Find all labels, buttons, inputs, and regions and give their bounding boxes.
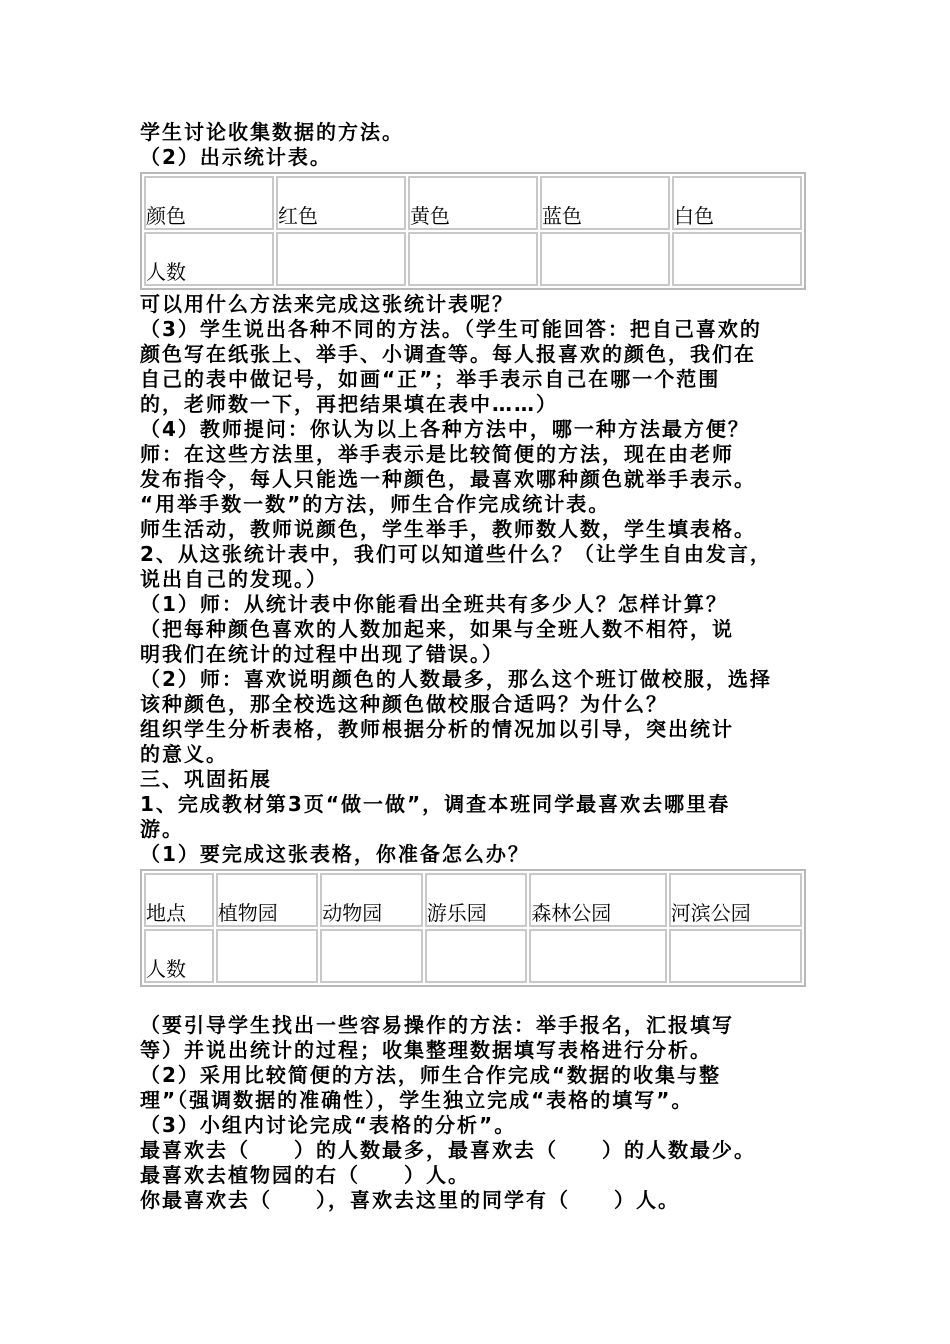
text-block-a	[140, 120, 810, 170]
text-line: 师：在这些方法里，举手表示是比较简便的方法，现在由老师	[140, 442, 734, 466]
text-line: 说出自己的发现。）	[140, 567, 328, 591]
table-cell-empty[interactable]	[669, 929, 802, 983]
text-line: 颜色写在纸张上、举手、小调查等。每人报喜欢的颜色，我们在	[140, 342, 756, 366]
table-row	[144, 176, 802, 230]
table-cell-empty[interactable]	[540, 232, 670, 286]
text-line: （3）小组内讨论完成“表格的分析”。	[140, 1113, 517, 1137]
text-line: 明我们在统计的过程中出现了错误。）	[140, 642, 504, 666]
text-line: 1、完成教材第3页“做一做”，调查本班同学最喜欢去哪里春	[140, 792, 731, 816]
text-line: （2）采用比较简便的方法，师生合作完成“数据的收集与整	[140, 1063, 722, 1087]
table-header-cell: 植物园	[216, 873, 319, 927]
text-line: 该种颜色，那全校选这种颜色做校服合适吗？为什么？	[140, 692, 668, 716]
table-cell-empty[interactable]	[672, 232, 802, 286]
table-header-cell: 黄色	[408, 176, 538, 230]
text-line: （1）师：从统计表中你能看出全班共有多少人？怎样计算？	[140, 592, 728, 616]
text-line: 的，老师数一下，再把结果填在表中……）	[140, 392, 558, 416]
section-heading: 三、巩固拓展	[140, 767, 272, 791]
table-cell-empty[interactable]	[425, 929, 528, 983]
table-cell-empty[interactable]	[408, 232, 538, 286]
text-line: （4）教师提问：你认为以上各种方法中，哪一种方法最方便？	[140, 417, 750, 441]
spacer	[140, 989, 810, 1013]
text-line: 的意义。	[140, 742, 228, 766]
text-line: 发布指令，每人只能选一种颜色，最喜欢哪种颜色就举手表示。	[140, 467, 756, 491]
table-row	[144, 873, 802, 927]
table-cell-empty[interactable]	[320, 929, 423, 983]
color-stats-table	[140, 172, 806, 290]
text-line: 等）并说出统计的过程；收集整理数据填写表格进行分析。	[140, 1038, 712, 1062]
table-row	[144, 929, 802, 983]
table-header-cell: 地点	[144, 873, 214, 927]
table-row-label: 人数	[144, 929, 214, 983]
table-header-cell: 森林公园	[529, 873, 666, 927]
text-line: 学生讨论收集数据的方法。	[140, 120, 404, 144]
text-line: 自己的表中做记号，如画“正”；举手表示自己在哪一个范围	[140, 367, 721, 391]
text-line: （要引导学生找出一些容易操作的方法：举手报名，汇报填写	[140, 1013, 734, 1037]
text-line: （把每种颜色喜欢的人数加起来，如果与全班人数不相符，说	[140, 617, 734, 641]
text-block-c	[140, 1013, 810, 1213]
document-page	[140, 120, 810, 1213]
text-line: 组织学生分析表格，教师根据分析的情况加以引导，突出统计	[140, 717, 734, 741]
table-header-cell: 河滨公园	[669, 873, 802, 927]
text-line: （1）要完成这张表格，你准备怎么办？	[140, 842, 530, 866]
place-stats-table	[140, 869, 806, 987]
table-row	[144, 232, 802, 286]
table-cell-empty[interactable]	[276, 232, 406, 286]
table-cell-empty[interactable]	[216, 929, 319, 983]
table-header-cell: 蓝色	[540, 176, 670, 230]
table-header-cell: 动物园	[320, 873, 423, 927]
table-header-cell: 白色	[672, 176, 802, 230]
table-cell-empty[interactable]	[529, 929, 666, 983]
fill-in-blank-line: 最喜欢去（ ）的人数最多，最喜欢去（ ）的人数最少。	[140, 1138, 756, 1162]
text-line: 2、从这张统计表中，我们可以知道些什么？（让学生自由发言，	[140, 542, 772, 566]
fill-in-blank-line: 你最喜欢去（ ），喜欢去这里的同学有（ ）人。	[140, 1188, 680, 1212]
table-header-cell: 颜色	[144, 176, 274, 230]
fill-in-blank-line: 最喜欢去植物园的右（ ）人。	[140, 1163, 470, 1187]
table-header-cell: 游乐园	[425, 873, 528, 927]
text-line: 理”（强调数据的准确性），学生独立完成“表格的填写”。	[140, 1088, 694, 1112]
text-line: （2）师：喜欢说明颜色的人数最多，那么这个班订做校服，选择	[140, 667, 772, 691]
text-line: “用举手数一数”的方法，师生合作完成统计表。	[140, 492, 611, 516]
table-header-cell: 红色	[276, 176, 406, 230]
text-line: 可以用什么方法来完成这张统计表呢？	[140, 292, 514, 316]
table-row-label: 人数	[144, 232, 274, 286]
text-line: 游。	[140, 817, 184, 841]
text-line: 师生活动，教师说颜色，学生举手，教师数人数，学生填表格。	[140, 517, 756, 541]
text-line: （3）学生说出各种不同的方法。（学生可能回答：把自己喜欢的	[140, 317, 762, 341]
text-line: （2）出示统计表。	[140, 145, 332, 169]
text-block-b	[140, 292, 810, 867]
